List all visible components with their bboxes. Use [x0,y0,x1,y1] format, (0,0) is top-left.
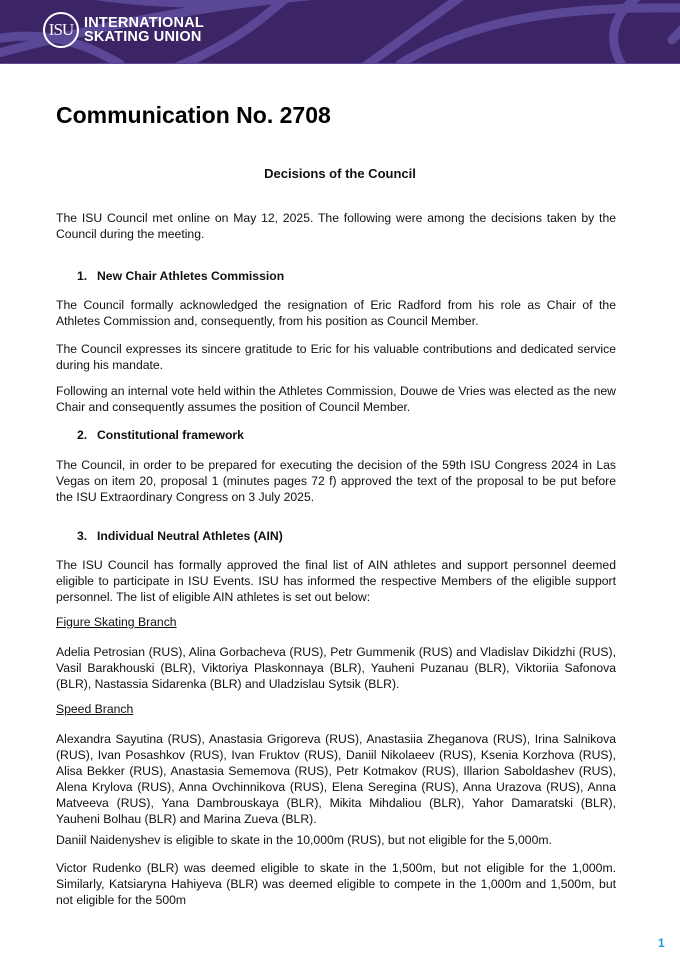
speed-branch-label: Speed Branch [56,702,134,716]
page-number: 1 [658,936,665,950]
isu-logo [43,12,204,48]
header-divider [0,63,680,64]
org-name [84,16,204,44]
section-3-paragraph-1: The ISU Council has formally approved the final list of AIN athletes and support personnel deemed eligible to participate in ISU Events. ISU has informed the respective Members of the eligible support personnel. The list of eligible AIN athletes is set out below: [56,558,616,604]
section-title: New Chair Athletes Commission [97,269,285,283]
section-title: Individual Neutral Athletes (AIN) [97,529,283,543]
isu-emblem-icon: ISU [43,12,79,48]
section-3-heading [77,529,283,543]
speed-athletes: Alexandra Sayutina (RUS), Anastasia Grigoreva (RUS), Anastasiia Zheganova (RUS), Irina Salnikova (RUS), Ivan Posashkov (RUS), Ivan Fruktov (RUS), Daniil Nikolaeev (RUS), Ksenia Korzhova (RUS), Alisa Bekker (RUS), Anastasia Sememova (RUS), Petr Kotmakov (RUS), Illarion Saboldashev (RUS), Alena Krylova (RUS), Anna Ovchinnikova (RUS), Elena Seregina (RUS), Anna Urazova (RUS), Anna Matveeva (RUS), Yana Dambrouskaya (BLR), Mikita Mihdaliou (BLR), Yahor Damaratski (BLR), Yauheni Bolhau (BLR) and Marina Zueva (BLR). [56,732,616,826]
section-2-heading [77,428,244,442]
document-title: Communication No. 2708 [56,102,331,128]
figure-skating-branch-label: Figure Skating Branch [56,615,177,629]
eligibility-note-2: Victor Rudenko (BLR) was deemed eligible to skate in the 1,500m, but not eligible for the 1,000m. Similarly, Katsiaryna Hahiyeva (BLR) was deemed eligible to compete in the 1,000m and 1,500m, but not eligible for the 500m [56,861,616,907]
section-1-heading [77,269,284,283]
eligibility-note-1: Daniil Naidenyshev is eligible to skate in the 10,000m (RUS), but not eligible for the 5,000m. [56,833,552,847]
section-2-paragraph-1: The Council, in order to be prepared for executing the decision of the 59th ISU Congress 2024 in Las Vegas on item 20, proposal 1 (minutes pages 72 f) approved the text of the proposal to be put before the ISU Extraordinary Congress on 3 July 2025. [56,458,616,504]
intro-paragraph: The ISU Council met online on May 12, 2025. The following were among the decisions taken by the Council during the meeting. [56,211,616,241]
org-name-line1: INTERNATIONAL [84,15,204,31]
section-1-paragraph-1: The Council formally acknowledged the resignation of Eric Radford from his role as Chair of the Athletes Commission and, consequently, from his position as Council Member. [56,298,616,328]
section-number: 1. [77,269,88,283]
figure-skating-athletes: Adelia Petrosian (RUS), Alina Gorbacheva (RUS), Petr Gummenik (RUS) and Vladislav Dikidzhi (RUS), Vasil Barakhouski (BLR), Viktoriya Plaskonnaya (BLR), Yauheni Puzanau (BLR), Viktoriia Safonova (BLR), Nastassia Sidarenka (BLR) and Uladzislau Sytsik (BLR). [56,645,616,691]
section-1-paragraph-3: Following an internal vote held within the Athletes Commission, Douwe de Vries was elected as the new Chair and consequently assumes the position of Council Member. [56,384,616,414]
document-subtitle: Decisions of the Council [264,166,416,181]
section-number: 3. [77,529,88,543]
section-title: Constitutional framework [97,428,244,442]
section-number: 2. [77,428,88,442]
org-name-line2: SKATING UNION [84,29,202,45]
page-header-banner [0,0,680,64]
section-1-paragraph-2: The Council expresses its sincere gratitude to Eric for his valuable contributions and dedicated service during his mandate. [56,342,616,372]
